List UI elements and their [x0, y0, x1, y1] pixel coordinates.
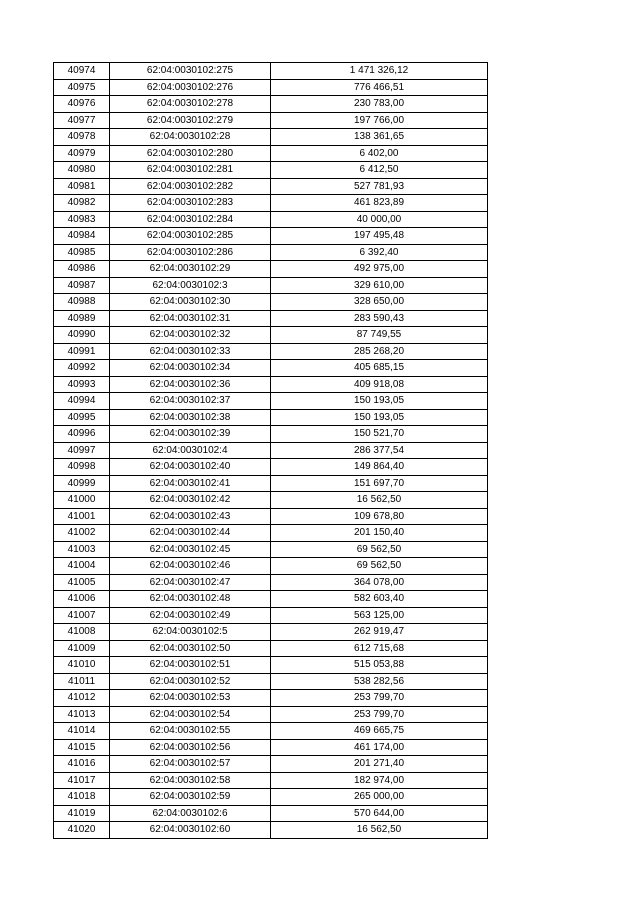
table-row [54, 574, 488, 591]
cadastral-number-cell: 62:04:0030102:55 [110, 723, 271, 740]
row-number-cell: 40981 [54, 178, 110, 195]
cadastral-value-cell: 69 562,50 [271, 558, 488, 575]
cadastral-value-cell: 461 174,00 [271, 739, 488, 756]
cadastral-number-cell: 62:04:0030102:53 [110, 690, 271, 707]
cadastral-value-cell: 138 361,65 [271, 129, 488, 146]
row-number-cell: 41009 [54, 640, 110, 657]
cadastral-number-cell: 62:04:0030102:6 [110, 805, 271, 822]
row-number-cell: 41014 [54, 723, 110, 740]
cadastral-value-cell: 563 125,00 [271, 607, 488, 624]
row-number-cell: 41019 [54, 805, 110, 822]
row-number-cell: 40990 [54, 327, 110, 344]
row-number-cell: 40996 [54, 426, 110, 443]
cadastral-number-cell: 62:04:0030102:37 [110, 393, 271, 410]
cadastral-value-cell: 150 521,70 [271, 426, 488, 443]
cadastral-number-cell: 62:04:0030102:28 [110, 129, 271, 146]
cadastral-number-cell: 62:04:0030102:57 [110, 756, 271, 773]
cadastral-number-cell: 62:04:0030102:48 [110, 591, 271, 608]
row-number-cell: 41012 [54, 690, 110, 707]
cadastral-number-cell: 62:04:0030102:45 [110, 541, 271, 558]
cadastral-number-cell: 62:04:0030102:42 [110, 492, 271, 509]
cadastral-number-cell: 62:04:0030102:278 [110, 96, 271, 113]
table-row [54, 294, 488, 311]
row-number-cell: 41005 [54, 574, 110, 591]
table-row [54, 178, 488, 195]
row-number-cell: 40994 [54, 393, 110, 410]
table-row [54, 63, 488, 80]
cadastral-number-cell: 62:04:0030102:51 [110, 657, 271, 674]
row-number-cell: 41002 [54, 525, 110, 542]
row-number-cell: 40980 [54, 162, 110, 179]
cadastral-number-cell: 62:04:0030102:285 [110, 228, 271, 245]
table-row [54, 277, 488, 294]
table-row [54, 640, 488, 657]
cadastral-number-cell: 62:04:0030102:286 [110, 244, 271, 261]
cadastral-value-cell: 286 377,54 [271, 442, 488, 459]
cadastral-number-cell: 62:04:0030102:5 [110, 624, 271, 641]
cadastral-value-cell: 201 150,40 [271, 525, 488, 542]
table-row [54, 327, 488, 344]
table-row [54, 756, 488, 773]
row-number-cell: 40978 [54, 129, 110, 146]
table-row [54, 442, 488, 459]
row-number-cell: 40998 [54, 459, 110, 476]
row-number-cell: 41008 [54, 624, 110, 641]
table-row [54, 244, 488, 261]
row-number-cell: 40997 [54, 442, 110, 459]
cadastral-number-cell: 62:04:0030102:279 [110, 112, 271, 129]
row-number-cell: 41001 [54, 508, 110, 525]
cadastral-value-cell: 329 610,00 [271, 277, 488, 294]
row-number-cell: 40987 [54, 277, 110, 294]
cadastral-number-cell: 62:04:0030102:58 [110, 772, 271, 789]
table-row [54, 789, 488, 806]
cadastral-value-cell: 612 715,68 [271, 640, 488, 657]
row-number-cell: 40991 [54, 343, 110, 360]
table-row [54, 822, 488, 839]
cadastral-number-cell: 62:04:0030102:3 [110, 277, 271, 294]
cadastral-number-cell: 62:04:0030102:60 [110, 822, 271, 839]
table-row [54, 739, 488, 756]
cadastral-value-cell: 6 402,00 [271, 145, 488, 162]
cadastral-number-cell: 62:04:0030102:276 [110, 79, 271, 96]
table-row [54, 426, 488, 443]
cadastral-value-cell: 69 562,50 [271, 541, 488, 558]
table-row [54, 162, 488, 179]
cadastral-value-cell: 265 000,00 [271, 789, 488, 806]
row-number-cell: 40995 [54, 409, 110, 426]
table-row [54, 112, 488, 129]
table-row [54, 459, 488, 476]
table-row [54, 96, 488, 113]
cadastral-value-cell: 527 781,93 [271, 178, 488, 195]
cadastral-value-cell: 328 650,00 [271, 294, 488, 311]
table-row [54, 475, 488, 492]
cadastral-number-cell: 62:04:0030102:54 [110, 706, 271, 723]
cadastral-number-cell: 62:04:0030102:52 [110, 673, 271, 690]
cadastral-value-cell: 150 193,05 [271, 409, 488, 426]
cadastral-value-cell: 469 665,75 [271, 723, 488, 740]
cadastral-value-cell: 364 078,00 [271, 574, 488, 591]
table-row [54, 772, 488, 789]
cadastral-number-cell: 62:04:0030102:44 [110, 525, 271, 542]
cadastral-value-cell: 262 919,47 [271, 624, 488, 641]
cadastral-number-cell: 62:04:0030102:50 [110, 640, 271, 657]
cadastral-number-cell: 62:04:0030102:39 [110, 426, 271, 443]
row-number-cell: 40982 [54, 195, 110, 212]
table-row [54, 228, 488, 245]
row-number-cell: 41011 [54, 673, 110, 690]
row-number-cell: 40986 [54, 261, 110, 278]
cadastral-number-cell: 62:04:0030102:38 [110, 409, 271, 426]
cadastral-value-cell: 40 000,00 [271, 211, 488, 228]
table-row [54, 376, 488, 393]
row-number-cell: 40988 [54, 294, 110, 311]
table-row [54, 211, 488, 228]
row-number-cell: 41000 [54, 492, 110, 509]
row-number-cell: 40979 [54, 145, 110, 162]
cadastral-value-cell: 150 193,05 [271, 393, 488, 410]
row-number-cell: 40993 [54, 376, 110, 393]
cadastral-value-cell: 230 783,00 [271, 96, 488, 113]
cadastral-value-cell: 197 766,00 [271, 112, 488, 129]
table-row [54, 310, 488, 327]
cadastral-number-cell: 62:04:0030102:4 [110, 442, 271, 459]
cadastral-number-cell: 62:04:0030102:31 [110, 310, 271, 327]
table-row [54, 657, 488, 674]
cadastral-number-cell: 62:04:0030102:34 [110, 360, 271, 377]
table-row [54, 690, 488, 707]
cadastral-number-cell: 62:04:0030102:280 [110, 145, 271, 162]
row-number-cell: 41015 [54, 739, 110, 756]
row-number-cell: 40985 [54, 244, 110, 261]
table-row [54, 508, 488, 525]
cadastral-value-cell: 283 590,43 [271, 310, 488, 327]
row-number-cell: 41010 [54, 657, 110, 674]
table-row [54, 706, 488, 723]
cadastral-value-cell: 253 799,70 [271, 706, 488, 723]
table-row [54, 673, 488, 690]
cadastral-value-cell: 538 282,56 [271, 673, 488, 690]
table-row [54, 541, 488, 558]
table-row [54, 492, 488, 509]
row-number-cell: 40974 [54, 63, 110, 80]
row-number-cell: 41016 [54, 756, 110, 773]
row-number-cell: 40984 [54, 228, 110, 245]
table-row [54, 624, 488, 641]
cadastral-value-cell: 197 495,48 [271, 228, 488, 245]
table-row [54, 607, 488, 624]
table-row [54, 129, 488, 146]
cadastral-value-cell: 492 975,00 [271, 261, 488, 278]
cadastral-value-cell: 461 823,89 [271, 195, 488, 212]
cadastral-number-cell: 62:04:0030102:49 [110, 607, 271, 624]
cadastral-value-table [53, 62, 488, 839]
table-row [54, 805, 488, 822]
row-number-cell: 41003 [54, 541, 110, 558]
cadastral-value-cell: 16 562,50 [271, 492, 488, 509]
table-row [54, 195, 488, 212]
cadastral-number-cell: 62:04:0030102:29 [110, 261, 271, 278]
table-row [54, 558, 488, 575]
table-row [54, 261, 488, 278]
cadastral-number-cell: 62:04:0030102:275 [110, 63, 271, 80]
cadastral-value-cell: 151 697,70 [271, 475, 488, 492]
cadastral-number-cell: 62:04:0030102:36 [110, 376, 271, 393]
cadastral-number-cell: 62:04:0030102:33 [110, 343, 271, 360]
cadastral-value-cell: 405 685,15 [271, 360, 488, 377]
row-number-cell: 40983 [54, 211, 110, 228]
cadastral-value-cell: 285 268,20 [271, 343, 488, 360]
cadastral-value-cell: 149 864,40 [271, 459, 488, 476]
cadastral-number-cell: 62:04:0030102:43 [110, 508, 271, 525]
cadastral-value-cell: 776 466,51 [271, 79, 488, 96]
cadastral-number-cell: 62:04:0030102:283 [110, 195, 271, 212]
cadastral-number-cell: 62:04:0030102:281 [110, 162, 271, 179]
cadastral-number-cell: 62:04:0030102:59 [110, 789, 271, 806]
cadastral-number-cell: 62:04:0030102:40 [110, 459, 271, 476]
row-number-cell: 40992 [54, 360, 110, 377]
table-row [54, 591, 488, 608]
table-row [54, 360, 488, 377]
row-number-cell: 41020 [54, 822, 110, 839]
cadastral-value-cell: 201 271,40 [271, 756, 488, 773]
table-body [54, 63, 488, 839]
cadastral-number-cell: 62:04:0030102:47 [110, 574, 271, 591]
cadastral-value-cell: 6 412,50 [271, 162, 488, 179]
cadastral-value-cell: 182 974,00 [271, 772, 488, 789]
cadastral-number-cell: 62:04:0030102:30 [110, 294, 271, 311]
cadastral-number-cell: 62:04:0030102:32 [110, 327, 271, 344]
table-row [54, 723, 488, 740]
row-number-cell: 40999 [54, 475, 110, 492]
table-row [54, 145, 488, 162]
cadastral-value-cell: 16 562,50 [271, 822, 488, 839]
row-number-cell: 40976 [54, 96, 110, 113]
cadastral-value-cell: 582 603,40 [271, 591, 488, 608]
row-number-cell: 40977 [54, 112, 110, 129]
row-number-cell: 41007 [54, 607, 110, 624]
cadastral-number-cell: 62:04:0030102:46 [110, 558, 271, 575]
cadastral-number-cell: 62:04:0030102:56 [110, 739, 271, 756]
cadastral-value-cell: 409 918,08 [271, 376, 488, 393]
row-number-cell: 41013 [54, 706, 110, 723]
table-row [54, 409, 488, 426]
cadastral-value-cell: 253 799,70 [271, 690, 488, 707]
row-number-cell: 40975 [54, 79, 110, 96]
cadastral-number-cell: 62:04:0030102:41 [110, 475, 271, 492]
cadastral-value-cell: 570 644,00 [271, 805, 488, 822]
table-row [54, 79, 488, 96]
cadastral-value-cell: 109 678,80 [271, 508, 488, 525]
row-number-cell: 41018 [54, 789, 110, 806]
cadastral-value-cell: 6 392,40 [271, 244, 488, 261]
cadastral-number-cell: 62:04:0030102:282 [110, 178, 271, 195]
row-number-cell: 41004 [54, 558, 110, 575]
table-row [54, 393, 488, 410]
cadastral-value-cell: 87 749,55 [271, 327, 488, 344]
table-row [54, 525, 488, 542]
table-row [54, 343, 488, 360]
row-number-cell: 41006 [54, 591, 110, 608]
cadastral-number-cell: 62:04:0030102:284 [110, 211, 271, 228]
cadastral-value-cell: 515 053,88 [271, 657, 488, 674]
row-number-cell: 41017 [54, 772, 110, 789]
cadastral-value-cell: 1 471 326,12 [271, 63, 488, 80]
row-number-cell: 40989 [54, 310, 110, 327]
